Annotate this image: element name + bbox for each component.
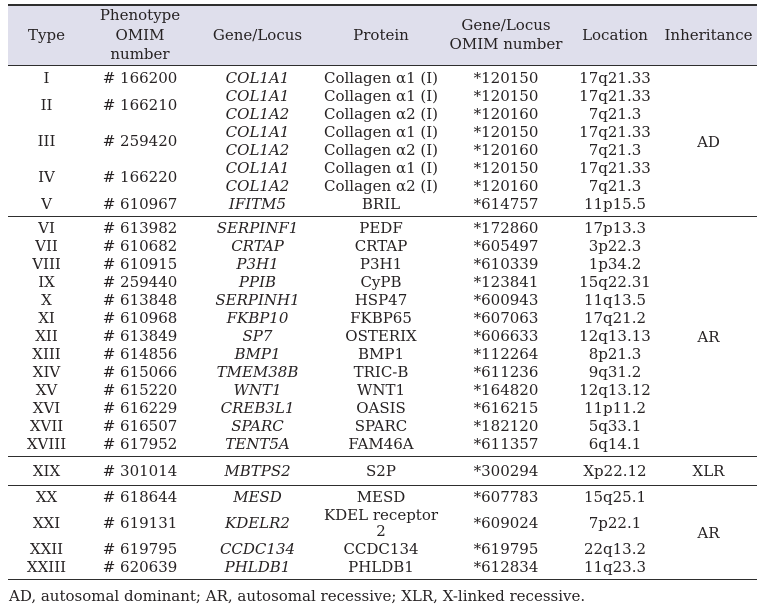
gene-omim-cell: *606633 [473,326,539,345]
location-cell: 1p34.2 [588,254,642,273]
phenotype-omim-cell: # 610915 [102,254,178,273]
gene-cell: COL1A2 [225,176,290,195]
protein-cell: PEDF [320,216,442,237]
location-cell: 11p15.5 [583,194,647,213]
table-row [8,540,757,558]
type-cell: III [37,131,56,150]
col-header-inheritance-label: Inheritance [664,25,753,44]
table-row [8,327,757,345]
type-cell: XI [38,308,55,327]
gene-cell: SP7 [242,326,273,345]
gene-omim-cell: *172860 [442,216,570,237]
location-cell: 17q21.33 [579,86,651,105]
table-row [8,87,757,105]
oi-types-table [8,4,757,580]
location-cell: 17q21.33 [579,122,651,141]
type-cell: VII [35,236,58,255]
gene-omim-cell: *611357 [473,434,539,453]
protein-cell: Collagen α2 (I) [323,140,439,159]
col-header-phenotype-line2: OMIM number [110,25,170,63]
gene-cell: COL1A1 [225,158,290,177]
col-header-phenotype-line1: Phenotype [99,6,181,24]
table-row [8,435,757,457]
gene-omim-cell: *120150 [473,122,539,141]
gene-omim-cell: *616215 [473,398,539,417]
phenotype-omim-cell: # 618644 [85,485,195,506]
table-row [8,485,757,506]
col-header-gene-omim-line1: Gene/Locus [461,15,551,34]
protein-cell: Collagen α1 (I) [323,68,439,87]
phenotype-omim-cell: # 610967 [102,194,178,213]
table-row [8,273,757,291]
protein-cell: CCDC134 [343,539,419,558]
location-cell: Xp22.12 [570,456,660,485]
gene-omim-cell: *120150 [473,68,539,87]
protein-cell: P3H1 [359,254,403,273]
inheritance-cell: AR [660,216,757,456]
gene-omim-cell: *164820 [473,380,539,399]
type-cell: II [40,95,53,114]
table-row [8,216,757,237]
phenotype-omim-cell: # 615066 [102,362,178,381]
location-cell: 22q13.2 [583,539,647,558]
table-body [8,65,757,579]
inheritance-cell: XLR [660,456,757,485]
phenotype-omim-cell: # 619795 [102,539,178,558]
inheritance-cell: AR [660,485,757,579]
gene-cell: MBTPS2 [195,456,320,485]
col-header-protein-label: Protein [353,25,409,44]
location-cell: 15q25.1 [570,485,660,506]
col-header-gene-locus [195,5,320,65]
protein-cell: Collagen α1 (I) [323,122,439,141]
protein-cell: HSP47 [354,290,408,309]
type-cell: IX [38,272,55,291]
header-row [8,5,757,65]
gene-cell: CRTAP [231,236,284,255]
gene-cell: TENT5A [225,434,290,453]
gene-omim-cell: *612834 [473,557,539,576]
location-cell: 3p22.3 [588,236,642,255]
location-cell: 7q21.3 [588,176,642,195]
protein-cell: TRIC-B [353,362,409,381]
table-row [8,558,757,580]
type-cell: XXIII [26,557,67,576]
gene-cell: COL1A1 [225,122,290,141]
table-row [8,345,757,363]
phenotype-omim-cell: # 617952 [102,434,178,453]
table-row [8,399,757,417]
gene-omim-cell: *123841 [473,272,539,291]
phenotype-omim-cell: # 613982 [85,216,195,237]
gene-omim-cell: *300294 [442,456,570,485]
type-cell: XIV [32,362,61,381]
gene-cell: TMEM38B [216,362,299,381]
protein-cell: FKBP65 [350,308,412,327]
table-row [8,363,757,381]
phenotype-omim-cell: # 613848 [102,290,178,309]
location-cell: 6q14.1 [588,434,642,453]
protein-cell: SPARC [354,416,408,435]
type-cell: VI [8,216,85,237]
gene-cell: IFITM5 [228,194,287,213]
location-cell: 11p11.2 [583,398,647,417]
gene-omim-cell: *120160 [473,104,539,123]
location-cell: 12q13.12 [579,380,651,399]
location-cell: 9q31.2 [588,362,642,381]
col-header-type-label: Type [28,25,65,44]
table-header [8,5,757,65]
type-cell: XII [35,326,58,345]
gene-cell: PPIB [238,272,277,291]
table-row [8,237,757,255]
type-cell: XIII [32,344,61,363]
inheritance-cell: AD [697,133,720,151]
phenotype-omim-cell: # 166210 [102,95,178,114]
protein-cell: Collagen α1 (I) [323,158,439,177]
gene-cell: CREB3L1 [220,398,295,417]
gene-cell: COL1A1 [225,86,290,105]
col-header-gene-omim-line2: OMIM number [449,35,563,54]
phenotype-omim-cell: # 613849 [102,326,178,345]
protein-cell: BRIL [361,194,401,213]
gene-cell: WNT1 [233,380,282,399]
gene-cell: MESD [195,485,320,506]
type-cell: XVIII [26,434,67,453]
table-row [8,381,757,399]
gene-cell: SERPINH1 [215,290,300,309]
location-cell: 7q21.3 [588,140,642,159]
gene-cell: PHLDB1 [224,557,291,576]
protein-cell: KDEL receptor 2 [323,505,439,540]
protein-cell: Collagen α2 (I) [323,176,439,195]
location-cell: 17q21.2 [583,308,647,327]
phenotype-omim-cell: # 616507 [102,416,178,435]
gene-cell: FKBP10 [226,308,289,327]
type-cell: VIII [32,254,61,273]
gene-omim-cell: *607783 [442,485,570,506]
phenotype-omim-cell: # 615220 [102,380,178,399]
gene-omim-cell: *120150 [473,158,539,177]
type-cell: X [41,290,52,309]
protein-cell: Collagen α2 (I) [323,104,439,123]
table-row [8,506,757,540]
protein-cell: S2P [320,456,442,485]
gene-cell: P3H1 [236,254,279,273]
table-row [8,417,757,435]
phenotype-omim-cell: # 620639 [102,557,178,576]
type-cell: XVI [32,398,61,417]
protein-cell: OSTERIX [345,326,417,345]
table-row [8,159,757,177]
protein-cell: BMP1 [357,344,405,363]
col-header-inheritance [660,5,757,65]
gene-omim-cell: *614757 [473,194,539,213]
gene-omim-cell: *607063 [473,308,539,327]
gene-cell: BMP1 [234,344,281,363]
type-cell: IV [38,167,55,186]
phenotype-omim-cell: # 614856 [102,344,178,363]
gene-cell: SERPINF1 [195,216,320,237]
location-cell: 17q21.33 [579,68,651,87]
location-cell: 5q33.1 [588,416,642,435]
table-footnote: AD, autosomal dominant; AR, autosomal recessive; XLR, X-linked recessive. [9,586,586,605]
phenotype-omim-cell: # 616229 [102,398,178,417]
protein-cell: FAM46A [348,434,414,453]
table-row [8,309,757,327]
col-header-phenotype-omim [85,5,195,65]
type-cell: V [41,194,52,213]
protein-cell: PHLDB1 [348,557,414,576]
table-row [8,291,757,309]
protein-cell: CyPB [360,272,402,291]
location-cell: 11q13.5 [583,290,647,309]
gene-omim-cell: *619795 [473,539,539,558]
gene-omim-cell: *182120 [473,416,539,435]
table-row [8,195,757,217]
protein-cell: Collagen α1 (I) [323,86,439,105]
col-header-gene-locus-label: Gene/Locus [212,25,303,44]
phenotype-omim-cell: # 301014 [85,456,195,485]
gene-omim-cell: *609024 [473,513,539,532]
col-header-protein [320,5,442,65]
gene-omim-cell: *610339 [473,254,539,273]
col-header-type [8,5,85,65]
col-header-gene-omim [442,5,570,65]
gene-cell: KDELR2 [225,513,290,532]
gene-omim-cell: *600943 [473,290,539,309]
phenotype-omim-cell: # 166200 [102,68,178,87]
location-cell: 17q21.33 [579,158,651,177]
location-cell: 11q23.3 [583,557,647,576]
type-cell: I [43,68,50,87]
phenotype-omim-cell: # 259440 [102,272,178,291]
location-cell: 8p21.3 [588,344,642,363]
type-cell: XX [8,485,85,506]
location-cell: 7p22.1 [588,513,642,532]
table-row [8,255,757,273]
type-cell: XXII [29,539,64,558]
gene-omim-cell: *112264 [473,344,539,363]
location-cell: 15q22.31 [579,272,651,291]
location-cell: 17p13.3 [570,216,660,237]
phenotype-omim-cell: # 610682 [102,236,178,255]
phenotype-omim-cell: # 619131 [102,513,178,532]
protein-cell: WNT1 [356,380,406,399]
gene-cell: SPARC [231,416,284,435]
location-cell: 7q21.3 [588,104,642,123]
table-row [8,456,757,485]
table-row [8,123,757,141]
gene-omim-cell: *605497 [473,236,539,255]
protein-cell: OASIS [356,398,406,417]
phenotype-omim-cell: # 166220 [102,167,178,186]
table-row [8,65,757,87]
gene-cell: COL1A2 [225,104,290,123]
col-header-location-label: Location [582,25,648,44]
gene-omim-cell: *120150 [473,86,539,105]
location-cell: 12q13.13 [579,326,651,345]
gene-cell: COL1A1 [225,68,290,87]
type-cell: XV [35,380,58,399]
gene-cell: COL1A2 [225,140,290,159]
gene-cell: CCDC134 [219,539,296,558]
gene-omim-cell: *120160 [473,176,539,195]
col-header-location [570,5,660,65]
gene-omim-cell: *120160 [473,140,539,159]
protein-cell: MESD [320,485,442,506]
type-cell: XIX [8,456,85,485]
gene-omim-cell: *611236 [473,362,539,381]
protein-cell: CRTAP [354,236,408,255]
type-cell: XXI [32,513,61,532]
phenotype-omim-cell: # 259420 [102,131,178,150]
phenotype-omim-cell: # 610968 [102,308,178,327]
type-cell: XVII [29,416,64,435]
